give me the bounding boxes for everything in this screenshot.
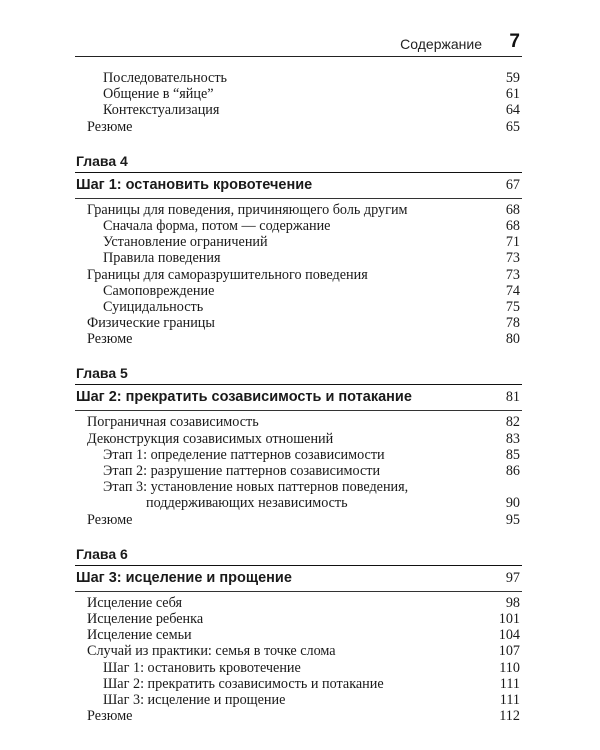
toc-entry-title: Деконструкция созависимых отношений xyxy=(87,430,334,447)
toc-entry-page: 65 xyxy=(505,118,520,135)
toc-entry-page: 64 xyxy=(505,102,520,119)
toc-entry[interactable] xyxy=(75,595,522,611)
toc-entry[interactable] xyxy=(75,299,522,315)
toc-entry-page: 71 xyxy=(505,234,520,251)
toc-entry[interactable] xyxy=(75,70,522,86)
toc-entry-title: Шаг 1: остановить кровотечение xyxy=(103,659,301,676)
toc-entry-title: Самоповреждение xyxy=(103,282,215,299)
chapter-heading[interactable] xyxy=(75,385,522,411)
running-header xyxy=(75,30,522,57)
toc-entry-page: 68 xyxy=(505,201,520,218)
toc-entry-title: Исцеление себя xyxy=(87,594,182,611)
toc-entry-page: 112 xyxy=(499,708,520,725)
toc-entry-title: Шаг 2: прекратить созависимость и потакание xyxy=(103,675,384,692)
chapter-label: Глава 4 xyxy=(75,151,522,173)
toc-entry-page: 73 xyxy=(505,250,520,267)
toc-entry-title: Последовательность xyxy=(103,70,227,86)
chapter-title: Шаг 1: остановить кровотечение xyxy=(76,176,313,193)
toc-entry-title: Физические границы xyxy=(87,315,215,332)
toc-entry-title: Случай из практики: семья в точке слома xyxy=(87,643,336,660)
toc-entry[interactable] xyxy=(75,267,522,283)
toc-entry-title: Резюме xyxy=(87,118,133,135)
toc-entry-page: 101 xyxy=(498,610,520,627)
header-title: Содержание xyxy=(400,36,482,52)
chapter-title: Шаг 2: прекратить созависимость и потакание xyxy=(76,389,412,406)
toc-entry-page: 83 xyxy=(505,430,520,447)
toc-entry-title: Сначала форма, потом — содержание xyxy=(103,217,331,234)
toc-entry[interactable] xyxy=(75,463,522,479)
table-of-contents xyxy=(75,70,522,724)
toc-entry-page: 111 xyxy=(499,691,520,708)
toc-entry-title: Резюме xyxy=(87,511,133,528)
toc-entry[interactable] xyxy=(75,331,522,347)
toc-entry[interactable] xyxy=(75,102,522,118)
chapter-title: Шаг 3: исцеление и прощение xyxy=(76,569,292,586)
toc-entry[interactable] xyxy=(75,692,522,708)
toc-entry-title: Границы для поведения, причиняющего боль другим xyxy=(87,201,408,218)
toc-entry[interactable] xyxy=(75,119,522,135)
toc-entry-page: 61 xyxy=(505,86,520,103)
toc-entry-title: Этап 1: определение паттернов созависимости xyxy=(103,446,385,463)
toc-entry-page: 86 xyxy=(505,463,520,479)
chapter-page: 67 xyxy=(505,176,520,193)
toc-entry-title: Правила поведения xyxy=(103,250,221,267)
toc-entry-title: Шаг 3: исцеление и прощение xyxy=(103,691,286,708)
toc-entry-page: 73 xyxy=(505,266,520,283)
toc-entry[interactable] xyxy=(75,611,522,627)
chapter-page: 97 xyxy=(505,569,520,586)
toc-entry[interactable] xyxy=(75,447,522,463)
toc-entry-title: Исцеление семьи xyxy=(87,627,192,644)
toc-entry[interactable] xyxy=(75,86,522,102)
toc-entry-title: поддерживающих независимость xyxy=(146,495,348,512)
toc-entry-title: Резюме xyxy=(87,331,133,348)
toc-entry[interactable] xyxy=(75,676,522,692)
toc-entry-page: 98 xyxy=(505,594,520,611)
toc-entry-title: Границы для саморазрушительного поведения xyxy=(87,266,368,283)
toc-entry[interactable] xyxy=(75,234,522,250)
toc-entry-page: 59 xyxy=(505,70,520,86)
toc-entry-page: 110 xyxy=(499,659,520,676)
toc-entry[interactable] xyxy=(75,643,522,659)
toc-entry-page: 74 xyxy=(505,282,520,299)
chapter-label: Глава 6 xyxy=(75,544,522,566)
toc-entry[interactable] xyxy=(75,708,522,724)
toc-entry-title: Контекстуализация xyxy=(103,102,220,119)
toc-entry[interactable] xyxy=(75,660,522,676)
toc-entry-page: 104 xyxy=(498,627,520,644)
toc-entry[interactable] xyxy=(75,414,522,430)
toc-entry-title: Общение в “яйце” xyxy=(103,86,214,103)
toc-entry-title: Этап 3: установление новых паттернов поведения, xyxy=(103,479,409,496)
toc-entry[interactable] xyxy=(75,202,522,218)
toc-entry-page: 75 xyxy=(505,298,520,315)
toc-entry-title: Суицидальность xyxy=(103,298,204,315)
toc-entry-title: Исцеление ребенка xyxy=(87,610,204,627)
toc-entry-page: 85 xyxy=(505,446,520,463)
toc-entry[interactable] xyxy=(75,315,522,331)
toc-entry-page: 78 xyxy=(505,315,520,332)
toc-entry[interactable] xyxy=(75,431,522,447)
toc-entry[interactable] xyxy=(75,283,522,299)
chapter-page: 81 xyxy=(505,389,520,406)
toc-entry-page: 111 xyxy=(499,675,520,692)
toc-entry-page: 82 xyxy=(505,414,520,431)
toc-entry-page: 80 xyxy=(505,331,520,348)
toc-entry[interactable] xyxy=(75,627,522,643)
chapter-heading[interactable] xyxy=(75,566,522,592)
toc-entry-page: 68 xyxy=(505,217,520,234)
toc-entry-page: 90 xyxy=(505,495,520,512)
chapter-heading[interactable] xyxy=(75,173,522,199)
toc-entry[interactable] xyxy=(75,218,522,234)
toc-entry[interactable] xyxy=(75,479,522,495)
page-number: 7 xyxy=(509,31,520,52)
toc-entry[interactable] xyxy=(75,250,522,266)
chapter-label: Глава 5 xyxy=(75,363,522,385)
toc-entry[interactable] xyxy=(75,512,522,528)
toc-entry-page: 95 xyxy=(505,511,520,528)
toc-entry-title: Резюме xyxy=(87,708,133,725)
toc-entry-title: Пограничная созависимость xyxy=(87,414,259,431)
toc-entry[interactable] xyxy=(75,495,522,511)
toc-entry-title: Установление ограничений xyxy=(103,234,268,251)
toc-entry-page: 107 xyxy=(498,643,520,660)
toc-entry-title: Этап 2: разрушение паттернов созависимости xyxy=(103,463,381,479)
